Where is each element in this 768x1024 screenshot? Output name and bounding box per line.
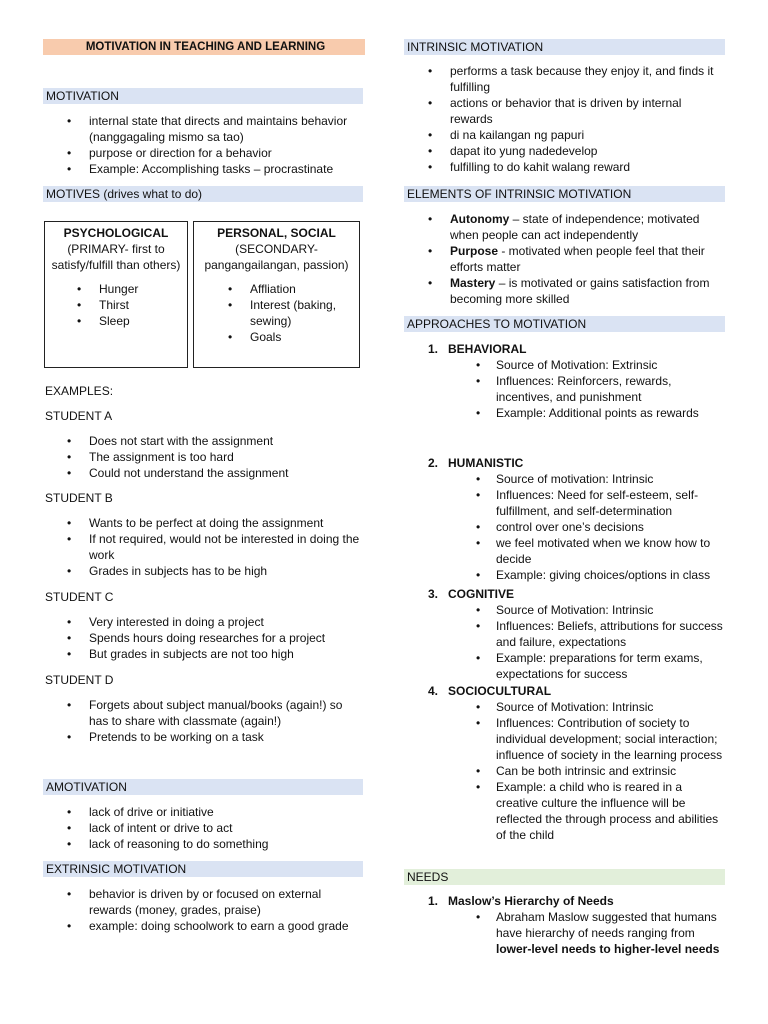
list-item: • actions or behavior that is driven by internal rewards <box>404 95 726 127</box>
cognitive-section <box>404 586 726 682</box>
psychological-desc: (PRIMARY- first to satisfy/fulfill than others) <box>51 242 181 272</box>
list-item <box>404 893 726 957</box>
mastery-text: – is motivated or gains satisfaction from becoming more skilled <box>450 276 710 306</box>
maslow-list <box>404 909 726 957</box>
maslow-label: Maslow’s Hierarchy of Needs <box>448 894 614 908</box>
list-item: • But grades in subjects are not too high <box>43 646 365 662</box>
behavioral-list <box>404 357 726 421</box>
mastery-term: Mastery <box>450 276 496 290</box>
personal-social-box <box>193 221 360 368</box>
document-title: MOTIVATION IN TEACHING AND LEARNING <box>43 39 365 55</box>
sociocultural-list <box>404 699 726 843</box>
autonomy-term: Autonomy <box>450 212 510 226</box>
list-item: • lack of intent or drive to act <box>43 820 365 836</box>
sociocultural-section <box>404 683 726 843</box>
item-number: 1. <box>428 894 439 908</box>
list-item: • Grades in subjects has to be high <box>43 563 365 579</box>
humanistic-label: HUMANISTIC <box>448 456 524 470</box>
motivation-list <box>43 113 365 177</box>
psychological-title: PSYCHOLOGICAL <box>63 226 169 240</box>
needs-header: NEEDS <box>404 869 725 885</box>
humanistic-list <box>404 471 726 583</box>
list-item: • we feel motivated when we know how to decide <box>404 535 726 567</box>
list-item: • Can be both intrinsic and extrinsic <box>404 763 726 779</box>
behavioral-label: BEHAVIORAL <box>448 342 527 356</box>
list-item: • di na kailangan ng papuri <box>404 127 726 143</box>
needs-section <box>404 893 726 957</box>
list-item: • Hunger <box>45 281 187 297</box>
student-b-label: STUDENT B <box>45 491 113 505</box>
maslow-text: Abraham Maslow suggested that humans have hierarchy of needs ranging from <box>496 910 717 940</box>
amotivation-list <box>43 804 365 852</box>
list-item: • example: doing schoolwork to earn a good grade <box>43 918 365 934</box>
elements-list <box>404 211 726 307</box>
item-number: 4. <box>428 684 439 698</box>
item-number: 3. <box>428 587 439 601</box>
list-item <box>404 341 726 421</box>
list-item: • behavior is driven by or focused on external rewards (money, grades, praise) <box>43 886 365 918</box>
list-item: • internal state that directs and maintains behavior (nanggagaling mismo sa tao) <box>43 113 365 145</box>
item-number: 2. <box>428 456 439 470</box>
student-d-list <box>43 697 365 745</box>
list-item <box>404 455 726 583</box>
extrinsic-list <box>43 886 365 934</box>
sociocultural-label: SOCIOCULTURAL <box>448 684 552 698</box>
approaches-header: APPROACHES TO MOTIVATION <box>404 316 725 332</box>
examples-label: EXAMPLES: <box>45 384 114 398</box>
list-item: • Affliation <box>194 281 359 297</box>
cognitive-label: COGNITIVE <box>448 587 515 601</box>
list-item <box>404 275 726 307</box>
list-item: • lack of drive or initiative <box>43 804 365 820</box>
list-item: • Source of motivation: Intrinsic <box>404 471 726 487</box>
extrinsic-header: EXTRINSIC MOTIVATION <box>43 861 363 877</box>
list-item: • Example: a child who is reared in a creative culture the influence will be reflected the through process and abilities of the child <box>404 779 726 843</box>
list-item: • Does not start with the assignment <box>43 433 365 449</box>
list-item: • Influences: Beliefs, attributions for success and failure, expectations <box>404 618 726 650</box>
list-item: • Goals <box>194 329 359 345</box>
purpose-term: Purpose <box>450 244 499 258</box>
list-item: • Source of Motivation: Extrinsic <box>404 357 726 373</box>
elements-header: ELEMENTS OF INTRINSIC MOTIVATION <box>404 186 725 202</box>
list-item: • Example: giving choices/options in class <box>404 567 726 583</box>
list-item: • Thirst <box>45 297 187 313</box>
list-item: • Could not understand the assignment <box>43 465 365 481</box>
list-item: • lack of reasoning to do something <box>43 836 365 852</box>
list-item: • Example: preparations for term exams, expectations for success <box>404 650 726 682</box>
student-c-label: STUDENT C <box>45 590 114 604</box>
list-item: • performs a task because they enjoy it, and finds it fulfilling <box>404 63 726 95</box>
student-a-label: STUDENT A <box>45 409 113 423</box>
humanistic-section <box>404 455 726 583</box>
list-item <box>404 909 726 957</box>
motivation-header: MOTIVATION <box>43 88 363 104</box>
list-item: • Very interested in doing a project <box>43 614 365 630</box>
list-item: • Spends hours doing researches for a project <box>43 630 365 646</box>
list-item <box>404 211 726 243</box>
list-item: • Wants to be perfect at doing the assignment <box>43 515 365 531</box>
list-item: • Source of Motivation: Intrinsic <box>404 699 726 715</box>
psychological-box <box>44 221 188 368</box>
list-item: • Forgets about subject manual/books (again!) so has to share with classmate (again!) <box>43 697 365 729</box>
intrinsic-list <box>404 63 726 175</box>
amotivation-header: AMOTIVATION <box>43 779 363 795</box>
personal-social-desc: (SECONDARY- pangangailangan, passion) <box>204 242 349 272</box>
personal-social-list <box>194 281 359 345</box>
list-item <box>404 243 726 275</box>
list-item: • Example: Accomplishing tasks – procrastinate <box>43 161 365 177</box>
psychological-list <box>45 281 187 329</box>
student-b-list <box>43 515 365 579</box>
list-item <box>404 683 726 843</box>
purpose-text: - motivated when people feel that their efforts matter <box>450 244 705 274</box>
student-a-list <box>43 433 365 481</box>
list-item: • The assignment is too hard <box>43 449 365 465</box>
list-item: • Pretends to be working on a task <box>43 729 365 745</box>
list-item: • Source of Motivation: Intrinsic <box>404 602 726 618</box>
motives-header: MOTIVES (drives what to do) <box>43 186 363 202</box>
cognitive-list <box>404 602 726 682</box>
list-item: • purpose or direction for a behavior <box>43 145 365 161</box>
list-item: • Interest (baking, sewing) <box>194 297 359 329</box>
maslow-bold-text: lower-level needs to higher-level needs <box>496 942 720 956</box>
list-item: • Influences: Reinforcers, rewards, incentives, and punishment <box>404 373 726 405</box>
intrinsic-header: INTRINSIC MOTIVATION <box>404 39 725 55</box>
list-item: • Sleep <box>45 313 187 329</box>
list-item: • Influences: Contribution of society to individual development; social interaction; influence of society in the learning process <box>404 715 726 763</box>
student-c-list <box>43 614 365 662</box>
list-item: • fulfilling to do kahit walang reward <box>404 159 726 175</box>
list-item: • If not required, would not be interested in doing the work <box>43 531 365 563</box>
behavioral-section <box>404 341 726 421</box>
list-item: • control over one’s decisions <box>404 519 726 535</box>
list-item: • dapat ito yung nadedevelop <box>404 143 726 159</box>
student-d-label: STUDENT D <box>45 673 114 687</box>
autonomy-text: – state of independence; motivated when people can act independently <box>450 212 700 242</box>
item-number: 1. <box>428 342 439 356</box>
list-item: • Example: Additional points as rewards <box>404 405 726 421</box>
list-item <box>404 586 726 682</box>
personal-social-title: PERSONAL, SOCIAL <box>217 226 336 240</box>
list-item: • Influences: Need for self-esteem, self-fulfillment, and self-determination <box>404 487 726 519</box>
